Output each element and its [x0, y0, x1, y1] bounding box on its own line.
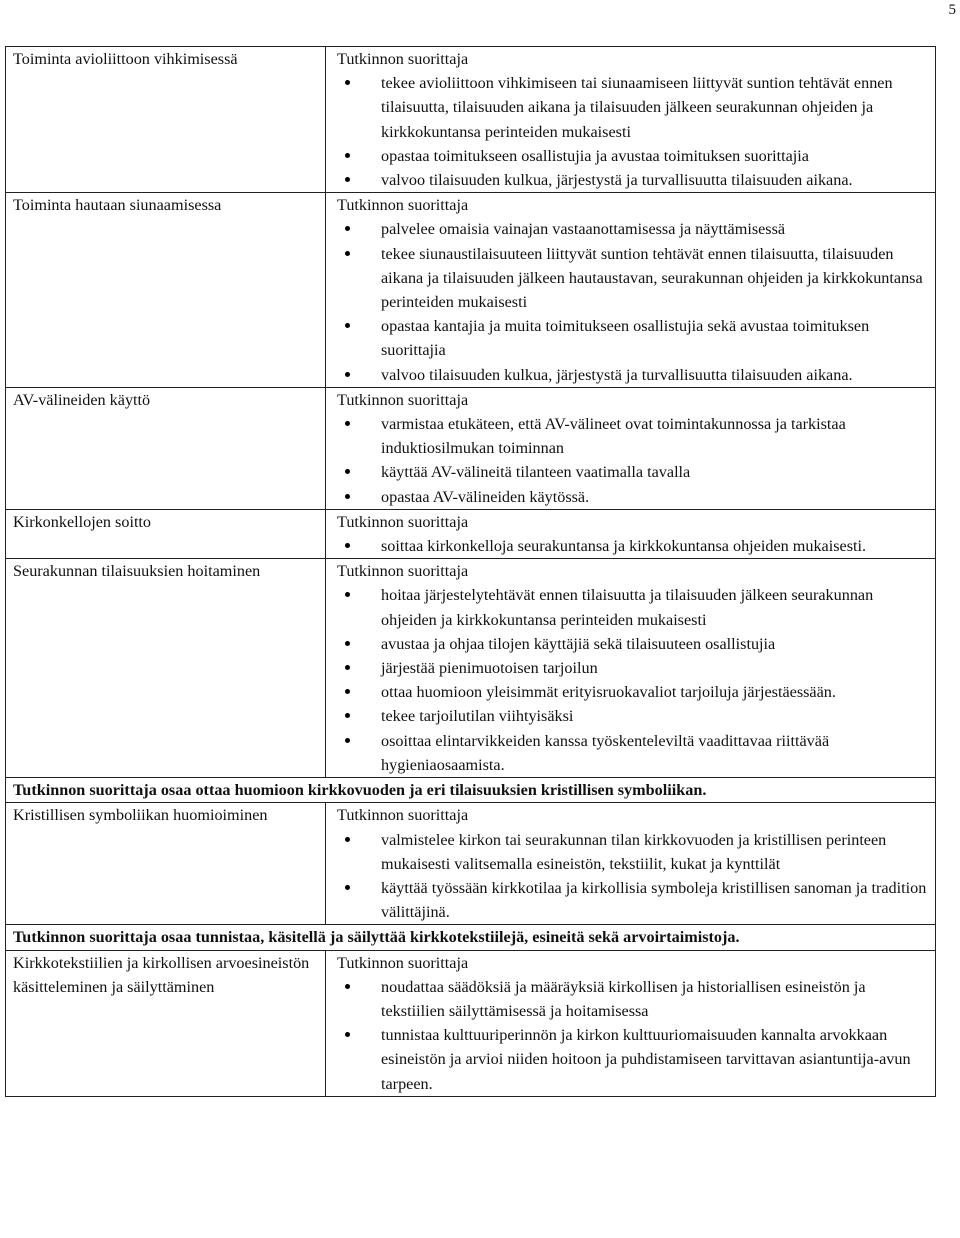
- list-item: käyttää AV-välineitä tilanteen vaatimalla tavalla: [337, 460, 931, 484]
- row-label: Seurakunnan tilaisuuksien hoitaminen: [6, 559, 326, 778]
- content-heading: Tutkinnon suorittaja: [337, 390, 469, 409]
- table-row: [6, 193, 936, 388]
- section-header: Tutkinnon suorittaja osaa ottaa huomioon kirkkovuoden ja eri tilaisuuksien kristillisen symboliikan.: [6, 778, 936, 803]
- list-item: järjestää pienimuotoisen tarjoilun: [337, 656, 931, 680]
- table-row: [6, 950, 936, 1096]
- row-content: [326, 193, 936, 388]
- list-item: soittaa kirkonkelloja seurakuntansa ja kirkkokuntansa ohjeiden mukaisesti.: [337, 534, 931, 558]
- row-label: Toiminta avioliittoon vihkimisessä: [6, 47, 326, 193]
- bullet-list: [337, 828, 931, 925]
- content-heading: Tutkinnon suorittaja: [337, 953, 469, 972]
- list-item: käyttää työssään kirkkotilaa ja kirkollisia symboleja kristillisen sanoman ja tradition välittäjinä.: [337, 876, 931, 924]
- list-item: ottaa huomioon yleisimmät erityisruokavaliot tarjoiluja järjestäessään.: [337, 680, 931, 704]
- bullet-list: [337, 534, 931, 558]
- bullet-list: [337, 583, 931, 777]
- row-content: [326, 47, 936, 193]
- row-label: AV-välineiden käyttö: [6, 387, 326, 509]
- page-number: 5: [948, 2, 956, 18]
- row-label: Kristillisen symboliikan huomioiminen: [6, 803, 326, 925]
- row-content: [326, 509, 936, 558]
- section-header: Tutkinnon suorittaja osaa tunnistaa, käsitellä ja säilyttää kirkkotekstiilejä, esineitä sekä arvoirtaimistoja.: [6, 925, 936, 950]
- list-item: tekee siunaustilaisuuteen liittyvät suntion tehtävät ennen tilaisuutta, tilaisuuden aikana ja tilaisuuden jälkeen hautaustavan, seurakunnan ohjeiden ja kirkkokuntansa perinteiden mukaisesti: [337, 242, 931, 315]
- table-row: [6, 387, 936, 509]
- row-content: [326, 803, 936, 925]
- table-row: [6, 509, 936, 558]
- list-item: tunnistaa kulttuuriperinnön ja kirkon kulttuuriomaisuuden kannalta arvokkaan esineistön ja arvioi niiden hoitoon ja puhdistamiseen tarvittavan asiantuntija-avun tarpeen.: [337, 1023, 931, 1096]
- list-item: avustaa ja ohjaa tilojen käyttäjiä sekä tilaisuuteen osallistujia: [337, 632, 931, 656]
- list-item: tekee avioliittoon vihkimiseen tai siunaamiseen liittyvät suntion tehtävät ennen tilaisuutta, tilaisuuden aikana ja tilaisuuden jälkeen seurakunnan ohjeiden ja kirkkokuntansa perinteiden mukaisesti: [337, 71, 931, 144]
- list-item: valvoo tilaisuuden kulkua, järjestystä ja turvallisuutta tilaisuuden aikana.: [337, 168, 931, 192]
- content-heading: Tutkinnon suorittaja: [337, 806, 469, 825]
- list-item: varmistaa etukäteen, että AV-välineet ovat toimintakunnossa ja tarkistaa induktiosilmukan toiminnan: [337, 412, 931, 460]
- row-label: Kirkkotekstiilien ja kirkollisen arvoesineistön käsitteleminen ja säilyttäminen: [6, 950, 326, 1096]
- row-content: [326, 559, 936, 778]
- row-content: [326, 387, 936, 509]
- content-heading: Tutkinnon suorittaja: [337, 196, 469, 215]
- bullet-list: [337, 71, 931, 192]
- list-item: valvoo tilaisuuden kulkua, järjestystä ja turvallisuutta tilaisuuden aikana.: [337, 363, 931, 387]
- list-item: hoitaa järjestelytehtävät ennen tilaisuutta ja tilaisuuden jälkeen seurakunnan ohjeiden ja kirkkokuntansa perinteiden mukaisesti: [337, 583, 931, 631]
- content-heading: Tutkinnon suorittaja: [337, 512, 469, 531]
- row-content: [326, 950, 936, 1096]
- competence-table: [5, 46, 936, 1097]
- row-label: Toiminta hautaan siunaamisessa: [6, 193, 326, 388]
- table-body: [6, 47, 936, 1097]
- table-row: [6, 803, 936, 925]
- list-item: noudattaa säädöksiä ja määräyksiä kirkollisen ja historiallisen esineistön ja tekstiilien säilyttämisessä ja hoitamisessa: [337, 975, 931, 1023]
- list-item: opastaa toimitukseen osallistujia ja avustaa toimituksen suorittajia: [337, 144, 931, 168]
- list-item: tekee tarjoilutilan viihtyisäksi: [337, 704, 931, 728]
- section-header-row: [6, 925, 936, 950]
- list-item: valmistelee kirkon tai seurakunnan tilan kirkkovuoden ja kristillisen perinteen mukaisesti valitsemalla esineistön, tekstiilit, kukat ja kynttilät: [337, 828, 931, 876]
- section-header-row: [6, 778, 936, 803]
- list-item: opastaa kantajia ja muita toimitukseen osallistujia sekä avustaa toimituksen suorittajia: [337, 314, 931, 362]
- list-item: osoittaa elintarvikkeiden kanssa työskenteleviltä vaadittavaa riittävää hygieniaosaamista.: [337, 729, 931, 777]
- bullet-list: [337, 217, 931, 386]
- table-row: [6, 559, 936, 778]
- bullet-list: [337, 975, 931, 1096]
- content-heading: Tutkinnon suorittaja: [337, 562, 469, 581]
- list-item: palvelee omaisia vainajan vastaanottamisessa ja näyttämisessä: [337, 217, 931, 241]
- row-label: Kirkonkellojen soitto: [6, 509, 326, 558]
- bullet-list: [337, 412, 931, 509]
- table-row: [6, 47, 936, 193]
- list-item: opastaa AV-välineiden käytössä.: [337, 485, 931, 509]
- content-heading: Tutkinnon suorittaja: [337, 50, 469, 68]
